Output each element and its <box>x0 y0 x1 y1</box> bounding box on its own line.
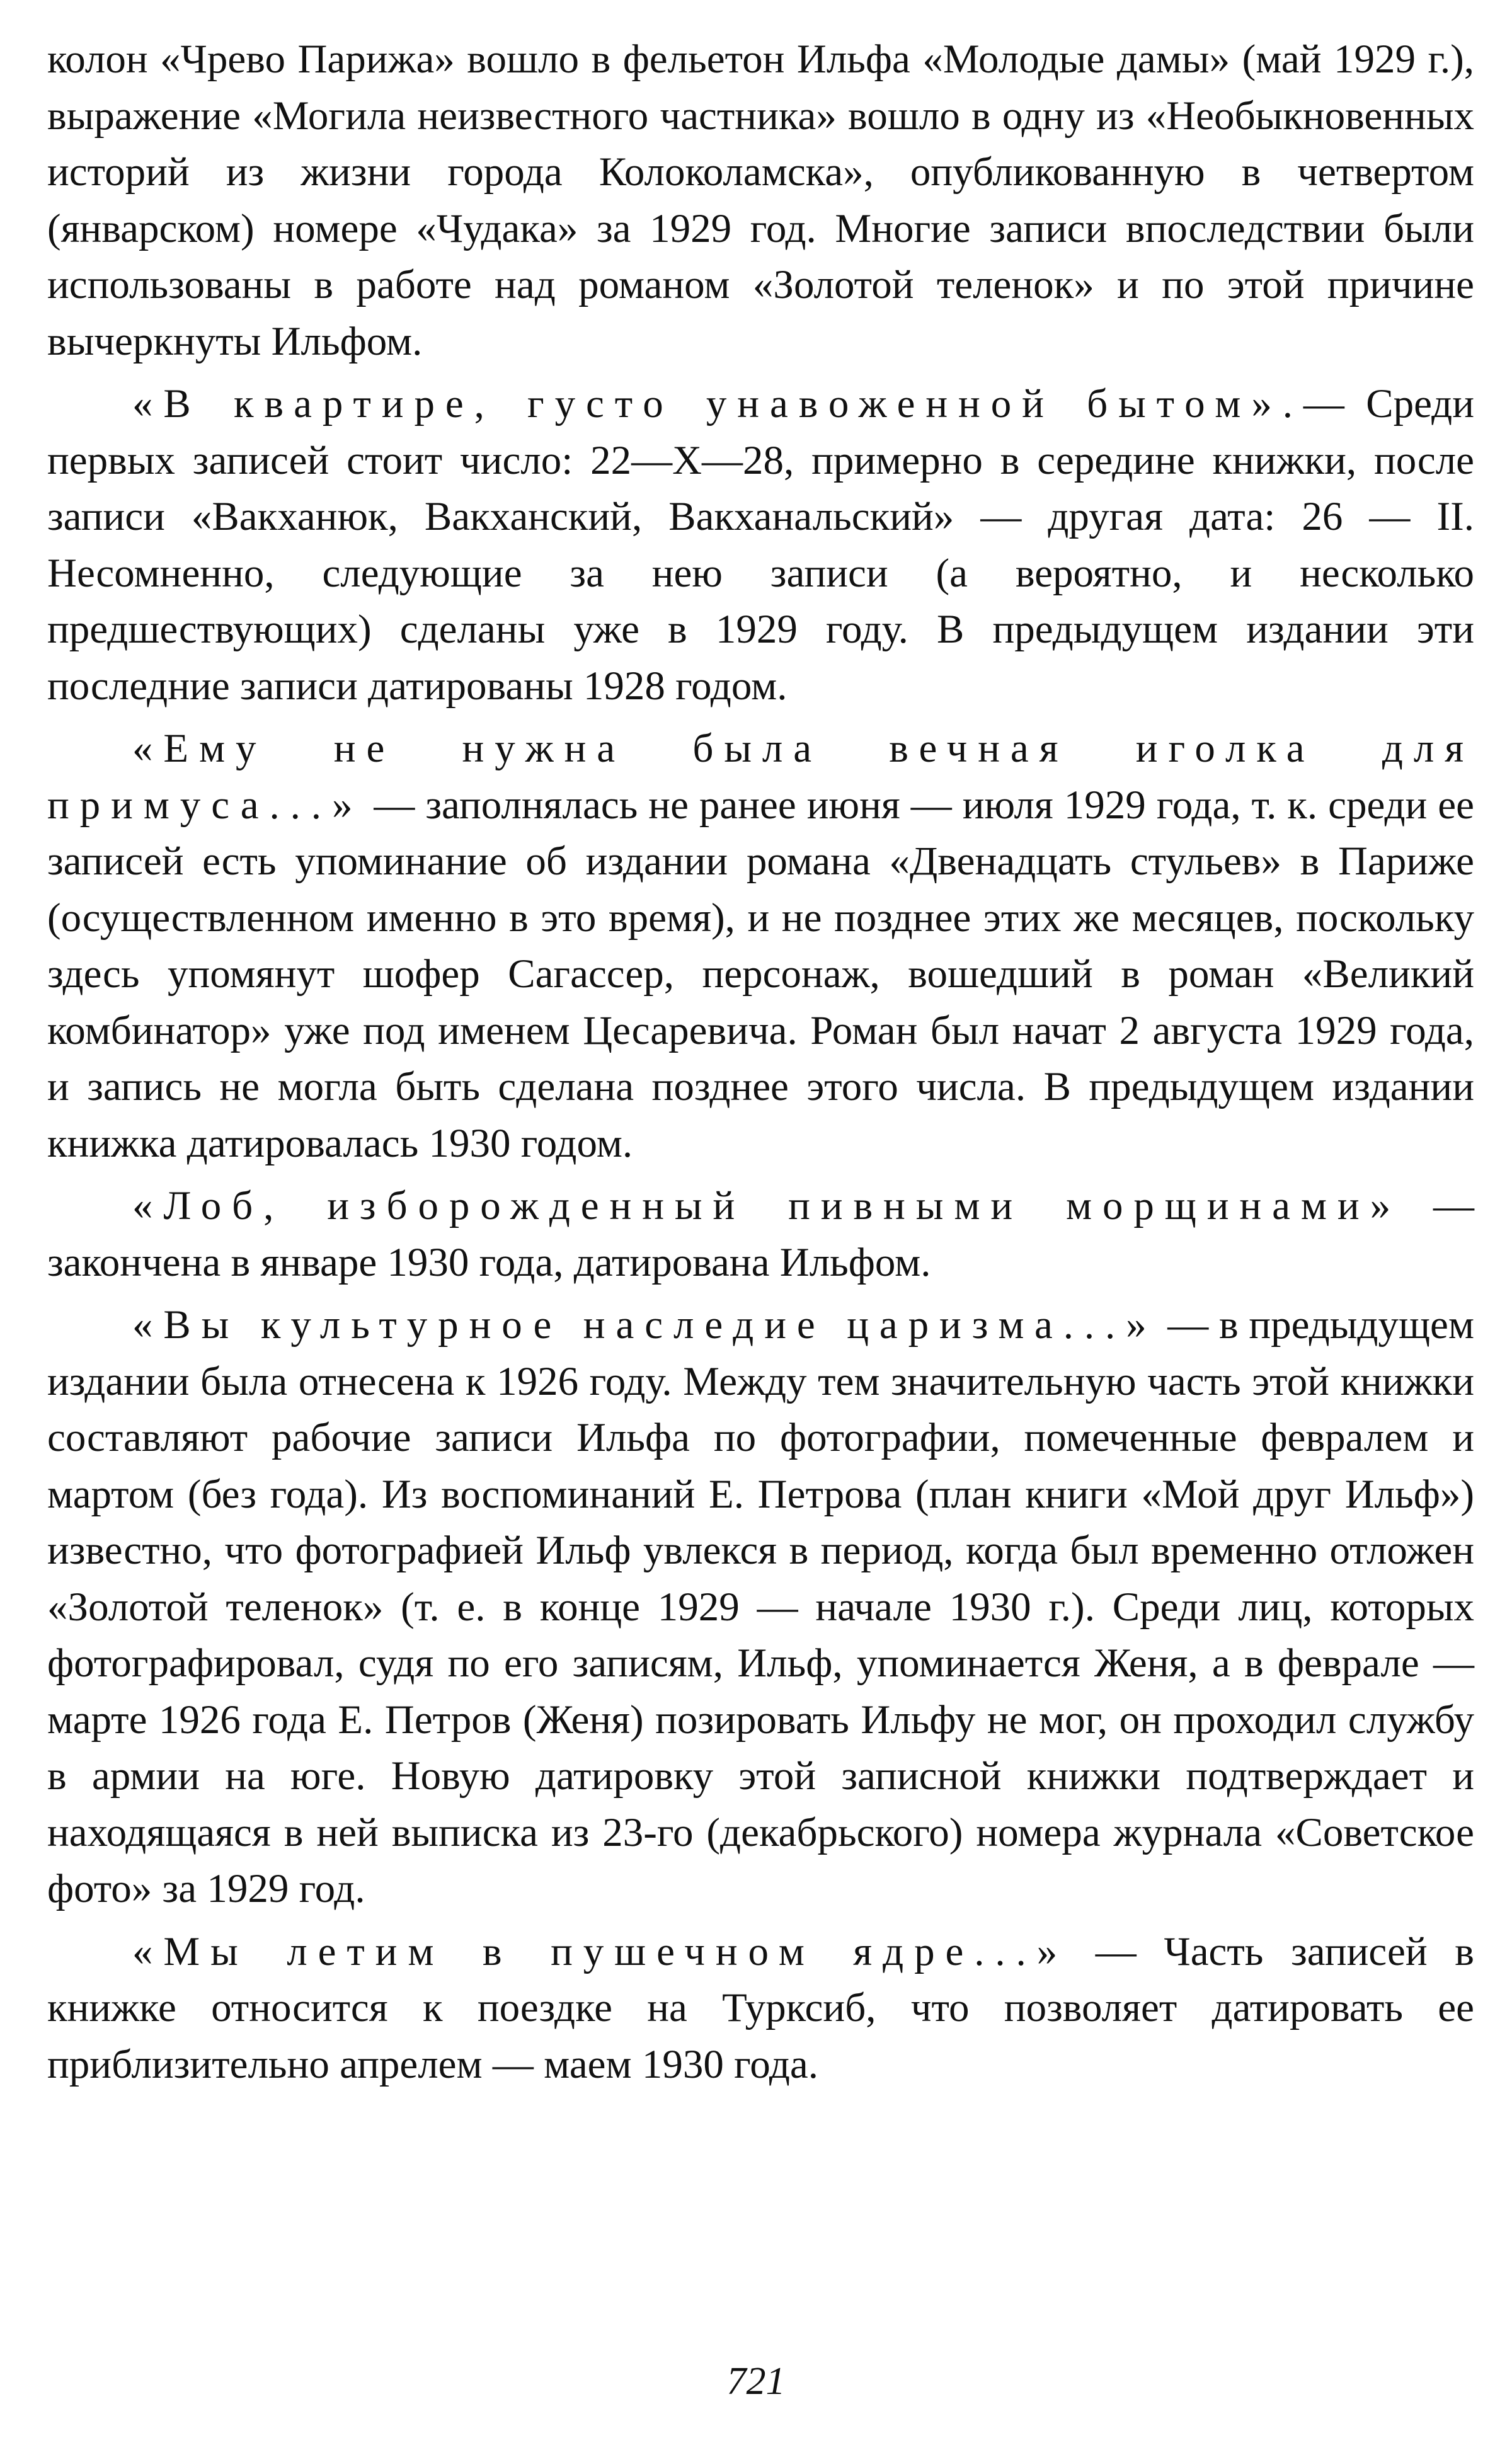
page-number: 721 <box>726 2360 786 2403</box>
paragraph-6-text: — Часть записей в книжке относится к поездке на Турксиб, что позволяет датировать ее приблизительно апрелем — маем 1930 года. <box>47 1928 1474 2087</box>
paragraph-6 <box>47 1924 1474 2093</box>
paragraph-5-text: — в предыдущем издании была отнесена к 1926 году. Между тем значительную часть этой книжки составляют рабочие записи Ильфа по фотографии, помеченные февралем и мартом (без года). Из воспоминаний Е. Петрова (план книги «Мой друг Ильф») известно, что фотографией Ильф увлекся в период, когда был временно отложен «Золотой теленок» (т. е. в конце 1929 — начале 1930 г.). Среди лиц, которых фотографировал, судя по его записям, Ильф, упоминается Женя, а в феврале — марте 1926 года Е. Петров (Женя) позировать Ильфу не мог, он проходил службу в армии на юге. Новую датировку этой записной книжки подтверждает и находящаяся в ней выписка из 23-го (декабрьского) номера журнала «Советское фото» за 1929 год. <box>47 1302 1474 1911</box>
paragraph-4-heading: «Лоб, изборожденный пивными морщинами» <box>132 1183 1401 1228</box>
paragraph-3-heading: «Ему не нужна была вечная иголка для примуса...» <box>47 726 1474 828</box>
paragraph-5-heading: «Вы культурное наследие царизма...» <box>132 1302 1157 1348</box>
paragraph-2 <box>47 376 1474 714</box>
paragraph-4 <box>47 1178 1474 1291</box>
paragraph-3-text: — заполнялась не ранее июня — июля 1929 года, т. к. среди ее записей есть упоминание об издании романа «Двенадцать стульев» в Париже (осуществленном именно в это время), и не позднее этих же месяцев, поскольку здесь упомянут шофер Сагассер, персонаж, вошедший в роман «Великий комбинатор» уже под именем Цесаревича. Роман был начат 2 августа 1929 года, и запись не могла быть сделана позднее этого числа. В предыдущем издании книжка датировалась 1930 годом. <box>47 782 1474 1166</box>
paragraph-5 <box>47 1297 1474 1918</box>
paragraph-1-text: колон «Чрево Парижа» вошло в фельетон Ильфа «Молодые дамы» (май 1929 г.), выражение «Могила неизвестного частника» вошло в одну из «Необыкновенных историй из жизни города Колоколамска», опубликованную в четвертом (январском) номере «Чудака» за 1929 год. Многие записи впоследствии были использованы в работе над романом «Золотой теленок» и по этой причине вычеркнуты Ильфом. <box>47 37 1474 364</box>
page-body <box>47 31 1474 2099</box>
paragraph-1 <box>47 31 1474 370</box>
paragraph-6-heading: «Мы летим в пушечном ядре...» <box>132 1928 1068 1974</box>
paragraph-3 <box>47 721 1474 1172</box>
paragraph-2-heading: «В квартире, густо унавоженной бытом». <box>132 381 1303 427</box>
paragraph-2-text: — Среди первых записей стоит число: 22—X—28, примерно в середине книжки, после записи «Вакханюк, Вакханский, Вакханальский» — другая дата: 26 — II. Несомненно, следующие за нею записи (а вероятно, и несколько предшествующих) сделаны уже в 1929 году. В предыдущем издании эти последние записи датированы 1928 годом. <box>47 381 1474 709</box>
paragraph-4-text: — закончена в январе 1930 года, датирована Ильфом. <box>47 1183 1475 1285</box>
